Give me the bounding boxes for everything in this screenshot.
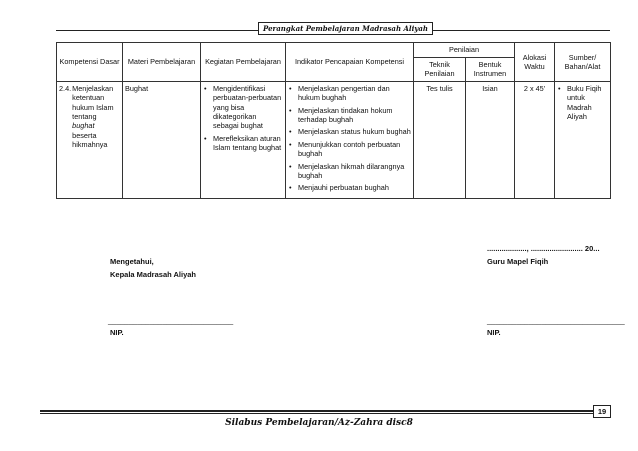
header-materi: Materi Pembelajaran — [123, 43, 201, 82]
kd-number: 2.4. — [59, 83, 72, 93]
header-bentuk: Bentuk Instrumen — [466, 58, 515, 82]
cell-teknik: Tes tulis — [414, 81, 466, 198]
date-line: ..................., ......................... 20... — [487, 244, 600, 253]
list-item: • Mengidentifikasi perbuatan-perbuatan yang bisa dikategorikan sebagai bughat — [213, 84, 283, 131]
list-item: • Buku Fiqih untuk Madrah Aliyah — [567, 84, 608, 122]
table-row — [57, 81, 611, 198]
acknowledged-label: Mengetahui, — [110, 257, 154, 266]
header-teknik: Teknik Penilaian — [414, 58, 466, 82]
cell-alokasi: 2 x 45' — [515, 81, 555, 198]
syllabus-table — [56, 42, 611, 199]
cell-kompetensi — [57, 81, 123, 198]
signature-line-left: ______________________________ — [108, 316, 234, 325]
header-penilaian: Penilaian — [414, 43, 515, 58]
header-sumber: Sumber/ Bahan/Alat — [555, 43, 611, 82]
footer-title: Silabus Pembelajaran/Az-Zahra disc8 — [225, 418, 413, 428]
list-item: • Merefleksikan aturan Islam tentang bughat — [213, 134, 283, 153]
principal-title: Kepala Madrasah Aliyah — [110, 270, 197, 279]
teacher-title: Guru Mapel Fiqih — [487, 257, 549, 266]
list-item: • Menjelaskan hikmah dilarangnya bughah — [298, 162, 411, 181]
list-item: • Menjelaskan pengertian dan hukum bughah — [298, 84, 411, 103]
list-item: • Menunjukkan contoh perbuatan bughah — [298, 140, 411, 159]
header-kegiatan: Kegiatan Pembelajaran — [201, 43, 286, 82]
list-item: • Menjelaskan tindakan hokum terhadap bughah — [298, 106, 411, 125]
nip-right: NIP. — [487, 328, 501, 337]
cell-materi: Bughat — [123, 81, 201, 198]
cell-indikator — [286, 81, 414, 198]
kd-text-2: beserta hikmahnya — [72, 130, 108, 150]
list-item: • Menjelaskan status hukum bughah — [298, 127, 411, 136]
header-indikator: Indikator Pencapaian Kompetensi — [286, 43, 414, 82]
kd-text-1: Menjelaskan ketentuan hukum Islam tentang — [72, 83, 114, 122]
footer-rule-thin — [40, 413, 610, 414]
kd-text-italic: bughat — [72, 121, 95, 131]
signature-line-right: _________________________________ — [487, 316, 625, 325]
page-number: 19 — [593, 405, 611, 418]
header-kompetensi: Kompetensi Dasar — [57, 43, 123, 82]
nip-left: NIP. — [110, 328, 124, 337]
table-header-row — [57, 43, 611, 58]
list-item: • Menjauhi perbuatan bughah — [298, 183, 411, 192]
cell-sumber — [555, 81, 611, 198]
footer-rule-thick — [40, 410, 610, 412]
cell-bentuk: Isian — [466, 81, 515, 198]
cell-kegiatan — [201, 81, 286, 198]
header-title: Perangkat Pembelajaran Madrasah Aliyah — [258, 22, 433, 35]
header-alokasi: Alokasi Waktu — [515, 43, 555, 82]
